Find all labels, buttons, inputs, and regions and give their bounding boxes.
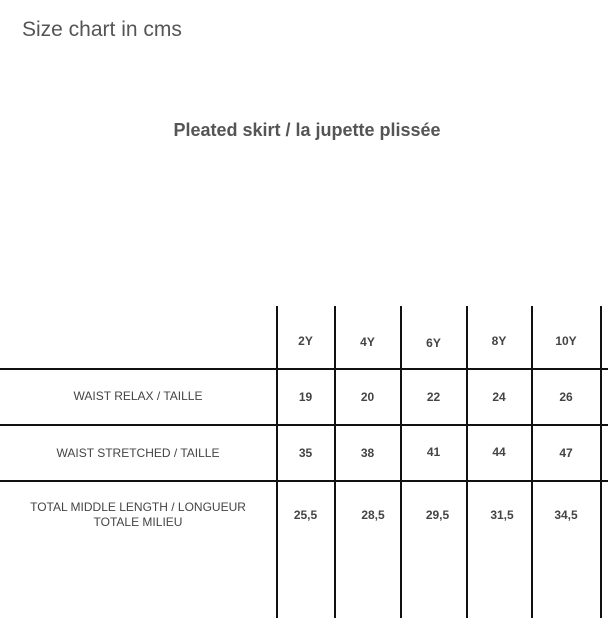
- column-divider: [334, 306, 336, 618]
- size-chart-title: Pleated skirt / la jupette plissée: [173, 120, 441, 140]
- measurement-value: 35: [298, 446, 313, 460]
- measurement-value: 26: [559, 390, 573, 404]
- measurement-value: 20: [360, 390, 375, 404]
- measurement-value: 19: [298, 390, 313, 404]
- measurement-value: 41: [426, 445, 441, 459]
- measurement-label: TOTAL MIDDLE LENGTH / LONGUEUR TOTALE MILIEU: [30, 500, 246, 529]
- measurement-value: 34,5: [554, 508, 578, 522]
- measurement-label: WAIST STRETCHED / TAILLE: [56, 446, 220, 460]
- measurement-value: 47: [559, 446, 573, 460]
- size-header: 2Y: [298, 334, 313, 348]
- page-heading: Size chart in cms: [22, 18, 182, 41]
- size-header: 10Y: [555, 334, 577, 348]
- column-divider: [276, 306, 278, 618]
- row-divider: [0, 424, 608, 426]
- column-divider: [600, 306, 602, 618]
- size-header: 4Y: [360, 335, 375, 349]
- row-divider: [0, 480, 608, 482]
- column-divider: [400, 306, 402, 618]
- measurement-value: 24: [492, 390, 506, 404]
- row-divider: [0, 368, 608, 370]
- size-header: 8Y: [491, 334, 507, 348]
- size-header: 6Y: [426, 336, 441, 350]
- column-divider: [466, 306, 468, 618]
- measurement-label: WAIST RELAX / TAILLE: [73, 389, 203, 403]
- measurement-value: 22: [426, 390, 441, 404]
- column-divider: [531, 306, 533, 618]
- measurement-value: 29,5: [425, 508, 450, 522]
- measurement-value: 44: [492, 445, 506, 459]
- measurement-value: 25,5: [293, 508, 318, 522]
- measurement-value: 38: [360, 446, 375, 460]
- measurement-value: 31,5: [490, 508, 514, 522]
- measurement-value: 28,5: [361, 508, 385, 522]
